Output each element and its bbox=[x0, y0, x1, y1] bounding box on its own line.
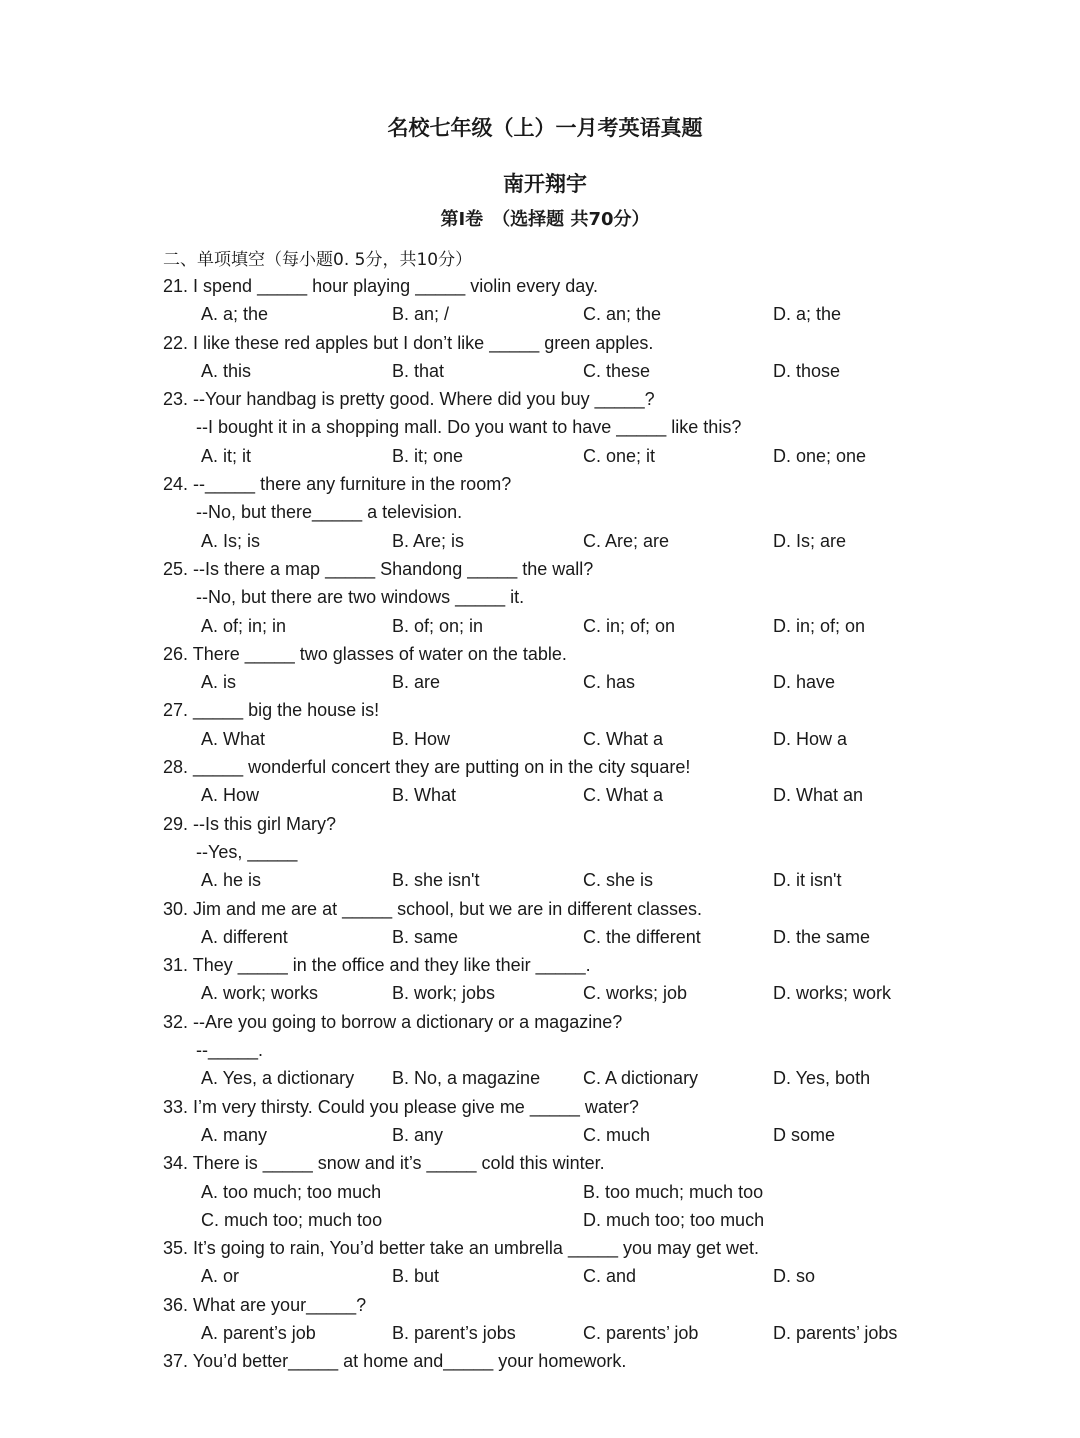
option-b: B. but bbox=[392, 1266, 440, 1287]
option-b: B. it; one bbox=[392, 445, 464, 466]
options-row bbox=[163, 357, 1043, 385]
question-stem: 37. You’d better_____ at home and_____ your homework. bbox=[163, 1351, 627, 1372]
option-d: D some bbox=[773, 1124, 836, 1145]
option-b: B. of; on; in bbox=[392, 615, 484, 636]
option-d: D. the same bbox=[773, 926, 871, 947]
option-b: B. work; jobs bbox=[392, 983, 496, 1004]
option-a: A. this bbox=[201, 360, 252, 381]
options-row bbox=[163, 1262, 1043, 1290]
options-row bbox=[163, 1206, 1043, 1234]
option-a: A. is bbox=[201, 672, 237, 693]
question-stem: 26. There _____ two glasses of water on the table. bbox=[163, 643, 567, 664]
option-a: A. How bbox=[201, 785, 260, 806]
question-item bbox=[163, 1347, 1043, 1375]
options-row bbox=[163, 781, 1043, 809]
option-d: D. one; one bbox=[773, 445, 867, 466]
option-c: C. works; job bbox=[583, 983, 688, 1004]
question-stem: 36. What are your_____? bbox=[163, 1294, 367, 1315]
question-stem: 21. I spend _____ hour playing _____ violin every day. bbox=[163, 276, 598, 296]
option-a: A. a; the bbox=[201, 304, 269, 325]
question-stem: 28. _____ wonderful concert they are putting on in the city square! bbox=[163, 757, 691, 778]
option-d: D. Yes, both bbox=[773, 1068, 871, 1089]
question-item bbox=[163, 753, 1043, 810]
question-item bbox=[163, 1093, 1043, 1150]
option-a: A. it; it bbox=[201, 445, 252, 466]
option-c: C. the different bbox=[583, 926, 701, 947]
question-item bbox=[163, 555, 1043, 640]
question-item bbox=[163, 1008, 1043, 1093]
option-d: D. parents’ jobs bbox=[773, 1322, 898, 1343]
options-row bbox=[163, 866, 1043, 894]
question-stem: 23. --Your handbag is pretty good. Where did you buy _____? bbox=[163, 389, 655, 410]
question-stem: 34. There is _____ snow and it’s _____ cold this winter. bbox=[163, 1153, 605, 1174]
option-d: D. much too; too much bbox=[583, 1209, 765, 1230]
option-c: C. she is bbox=[583, 870, 654, 891]
question-item bbox=[163, 329, 1043, 386]
option-c: C. What a bbox=[583, 785, 664, 806]
question-item bbox=[163, 810, 1043, 895]
question-stem: 33. I’m very thirsty. Could you please give me _____ water? bbox=[163, 1096, 639, 1117]
question-item bbox=[163, 1234, 1043, 1291]
option-d: D. it isn't bbox=[773, 870, 842, 891]
option-c: C. these bbox=[583, 360, 651, 381]
question-item bbox=[163, 385, 1043, 470]
option-c: C. A dictionary bbox=[583, 1068, 699, 1089]
options-row bbox=[163, 442, 1043, 470]
question-stem: 27. _____ big the house is! bbox=[163, 700, 380, 721]
option-c: C. What a bbox=[583, 728, 664, 749]
option-a: A. of; in; in bbox=[201, 615, 287, 636]
option-b: B. she isn't bbox=[392, 870, 480, 891]
option-a: A. too much; too much bbox=[201, 1181, 382, 1202]
option-c: C. and bbox=[583, 1266, 637, 1287]
options-row bbox=[163, 300, 1043, 328]
option-b: B. same bbox=[392, 926, 459, 947]
option-d: D. those bbox=[773, 360, 841, 381]
question-dialogue-line: --Yes, _____ bbox=[196, 841, 298, 862]
question-item bbox=[163, 895, 1043, 952]
part-heading: 第Ⅰ卷 （选择题 共70分） bbox=[440, 209, 650, 230]
question-stem: 29. --Is this girl Mary? bbox=[163, 813, 337, 834]
option-b: B. Are; is bbox=[392, 530, 465, 551]
question-list bbox=[163, 272, 1043, 1376]
option-d: D. a; the bbox=[773, 304, 842, 325]
options-row bbox=[163, 725, 1043, 753]
options-row bbox=[163, 668, 1043, 696]
options-row bbox=[163, 527, 1043, 555]
question-stem: 22. I like these red apples but I don’t like _____ green apples. bbox=[163, 332, 654, 353]
option-a: A. parent’s job bbox=[201, 1322, 316, 1343]
option-b: B. that bbox=[392, 360, 445, 381]
option-c: C. one; it bbox=[583, 445, 656, 466]
option-b: B. What bbox=[392, 785, 457, 806]
section-heading: 二、单项填空（每小题0. 5分，共10分） bbox=[163, 250, 473, 270]
option-c: C. an; the bbox=[583, 304, 662, 325]
option-d: D. What an bbox=[773, 785, 864, 806]
question-stem: 31. They _____ in the office and they like their _____. bbox=[163, 955, 591, 976]
question-stem: 30. Jim and me are at _____ school, but we are in different classes. bbox=[163, 898, 702, 919]
option-b: B. too much; much too bbox=[583, 1181, 764, 1202]
options-row bbox=[163, 979, 1043, 1007]
option-a: A. different bbox=[201, 926, 288, 947]
option-a: A. Is; is bbox=[201, 530, 261, 551]
options-row bbox=[163, 1064, 1043, 1092]
option-c: C. has bbox=[583, 672, 636, 693]
option-d: D. Is; are bbox=[773, 530, 847, 551]
option-b: B. any bbox=[392, 1124, 444, 1145]
option-d: D. How a bbox=[773, 728, 848, 749]
question-dialogue-line: --No, but there_____ a television. bbox=[196, 502, 463, 523]
question-item bbox=[163, 470, 1043, 555]
school-name: 南开翔宇 bbox=[503, 172, 587, 196]
option-b: B. an; / bbox=[392, 304, 450, 325]
option-d: D. in; of; on bbox=[773, 615, 866, 636]
option-b: B. are bbox=[392, 672, 441, 693]
option-a: A. Yes, a dictionary bbox=[201, 1068, 355, 1089]
option-b: B. How bbox=[392, 728, 451, 749]
options-row bbox=[163, 612, 1043, 640]
option-c: C. Are; are bbox=[583, 530, 670, 551]
options-row bbox=[163, 1178, 1043, 1206]
question-stem: 35. It’s going to rain, You’d better take an umbrella _____ you may get wet. bbox=[163, 1238, 760, 1259]
question-dialogue-line: --I bought it in a shopping mall. Do you want to have _____ like this? bbox=[196, 417, 742, 438]
option-d: D. so bbox=[773, 1266, 816, 1287]
option-a: A. or bbox=[201, 1266, 240, 1287]
question-dialogue-line: --_____. bbox=[196, 1040, 264, 1061]
question-item bbox=[163, 1149, 1043, 1234]
option-b: B. No, a magazine bbox=[392, 1068, 541, 1089]
question-dialogue-line: --No, but there are two windows _____ it. bbox=[196, 587, 525, 608]
option-a: A. What bbox=[201, 728, 266, 749]
option-c: C. much too; much too bbox=[201, 1209, 383, 1230]
options-row bbox=[163, 1319, 1043, 1347]
option-c: C. parents’ job bbox=[583, 1322, 699, 1343]
option-a: A. he is bbox=[201, 870, 262, 891]
question-stem: 25. --Is there a map _____ Shandong _____ the wall? bbox=[163, 558, 594, 579]
question-stem: 32. --Are you going to borrow a dictionary or a magazine? bbox=[163, 1011, 623, 1032]
option-c: C. in; of; on bbox=[583, 615, 676, 636]
question-item bbox=[163, 696, 1043, 753]
question-item bbox=[163, 1291, 1043, 1348]
option-a: A. many bbox=[201, 1124, 268, 1145]
question-item bbox=[163, 272, 1043, 329]
options-row bbox=[163, 1121, 1043, 1149]
option-d: D. have bbox=[773, 672, 836, 693]
option-d: D. works; work bbox=[773, 983, 892, 1004]
question-item bbox=[163, 951, 1043, 1008]
question-item bbox=[163, 640, 1043, 697]
exam-title: 名校七年级（上）一月考英语真题 bbox=[387, 116, 703, 140]
option-a: A. work; works bbox=[201, 983, 319, 1004]
option-c: C. much bbox=[583, 1124, 651, 1145]
options-row bbox=[163, 923, 1043, 951]
option-b: B. parent’s jobs bbox=[392, 1322, 516, 1343]
question-stem: 24. --_____ there any furniture in the room? bbox=[163, 474, 512, 495]
